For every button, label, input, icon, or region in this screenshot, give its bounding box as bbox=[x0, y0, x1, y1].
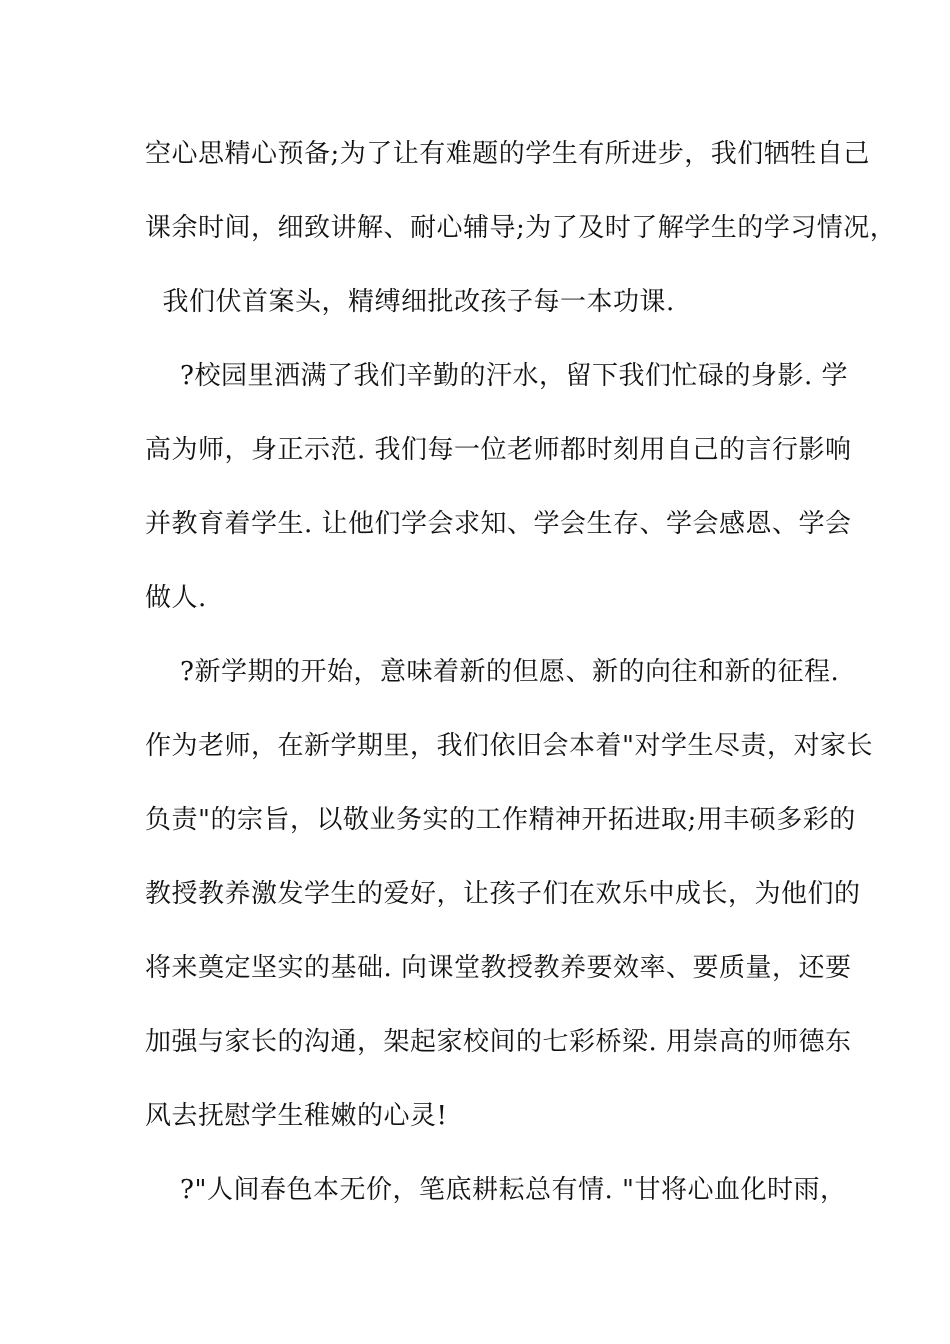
text-line: 负责"的宗旨，以敬业务实的工作精神开拓进取;用丰硕多彩的 bbox=[145, 805, 856, 835]
text-line: 高为师，身正示范. 我们每一位老师都时刻用自己的言行影响 bbox=[145, 435, 852, 465]
text-line: 我们伏首案头，精缚细批改孩子每一本功课. bbox=[145, 287, 675, 317]
text-line: 将来奠定坚实的基础. 向课堂教授教养要效率、要质量，还要 bbox=[145, 953, 852, 983]
text-line: 作为老师，在新学期里，我们依旧会本着"对学生尽责，对家长 bbox=[145, 731, 873, 761]
text-line: 课余时间，细致讲解、耐心辅导;为了及时了解学生的学习情况， bbox=[145, 213, 897, 243]
text-line: 加强与家长的沟通，架起家校间的七彩桥梁. 用崇高的师德东 bbox=[145, 1027, 852, 1057]
text-line: ?新学期的开始，意味着新的但愿、新的向往和新的征程. bbox=[145, 657, 840, 687]
text-line: 做人. bbox=[145, 583, 207, 613]
text-line: 并教育着学生. 让他们学会求知、学会生存、学会感恩、学会 bbox=[145, 509, 852, 539]
text-line: 空心思精心预备;为了让有难题的学生有所进步，我们牺牲自己 bbox=[145, 139, 870, 169]
text-line: ?校园里洒满了我们辛勤的汗水，留下我们忙碌的身影. 学 bbox=[145, 361, 849, 391]
text-line: 风去抚慰学生稚嫩的心灵! bbox=[145, 1101, 448, 1131]
text-line: 教授教养激发学生的爱好，让孩子们在欢乐中成长，为他们的 bbox=[145, 879, 861, 909]
text-line: ?"人间春色本无价，笔底耕耘总有情. "甘将心血化时雨， bbox=[145, 1175, 847, 1205]
